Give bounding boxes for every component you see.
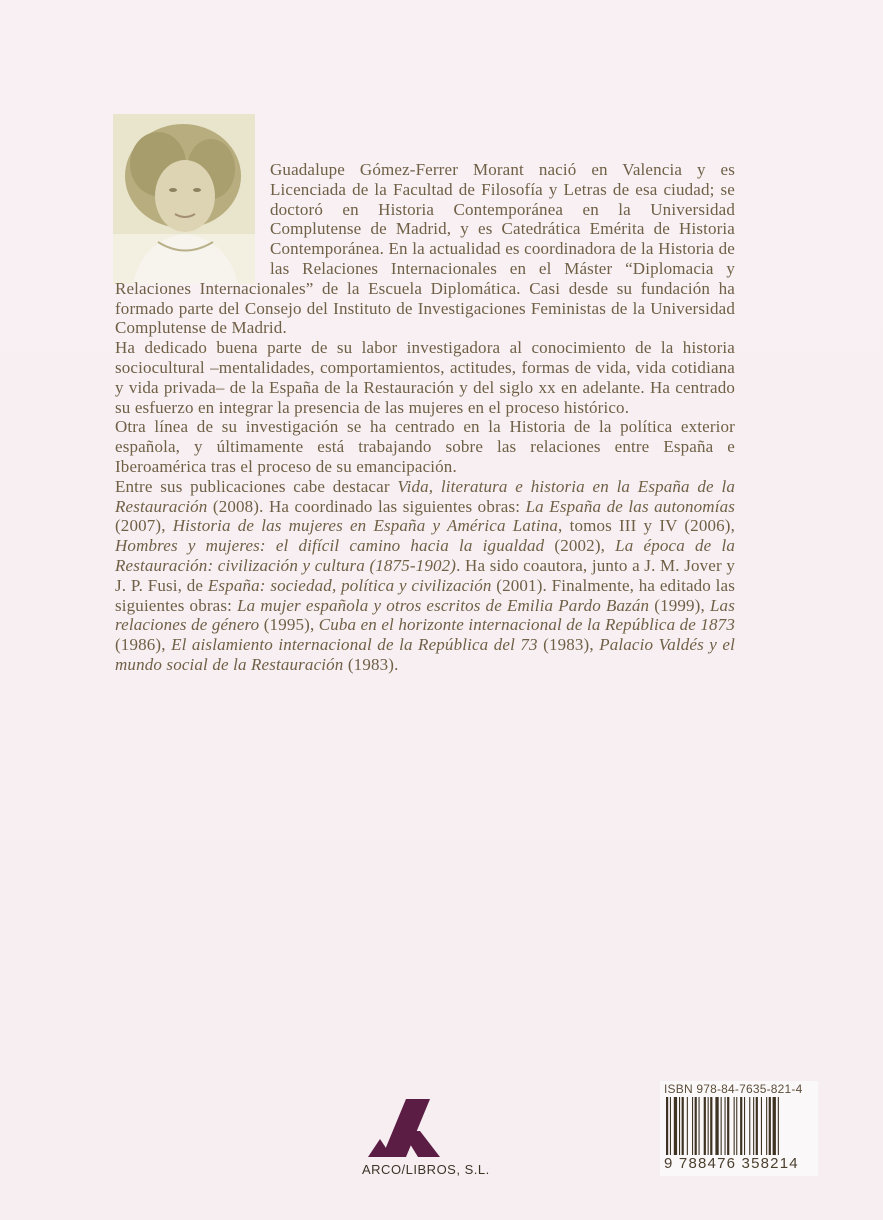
bio-paragraph-3: Otra línea de su investigación se ha centrado en la Historia de la política exterior española, y últimamente está trabajando sobre las relaciones entre España e Iberoamérica tras el proceso de su emancipación. [115, 417, 735, 476]
publication-title: Historia de las mujeres en España y América Latina [172, 516, 559, 536]
publication-text: (2001). Finalmente, ha editado las siguientes obras: [115, 575, 736, 615]
isbn-label: ISBN 978-84-7635-821-4 [664, 1082, 803, 1096]
publication-text: (2007), [115, 516, 173, 536]
publication-title: España: sociedad, política y civilización [207, 575, 492, 595]
publication-text: (2008). Ha coordinado las siguientes obras: [207, 496, 526, 516]
publisher-name: ARCO/LIBROS, S.L. [362, 1162, 490, 1177]
isbn-barcode-block [660, 1081, 818, 1176]
publication-text: (1999), [649, 595, 710, 615]
publication-text: (1983), [537, 635, 600, 655]
publication-text: (1995), [259, 615, 319, 635]
isbn-digits: 9 788476 358214 [664, 1155, 799, 1172]
publication-text: , tomos III y IV (2006), [558, 516, 735, 536]
publication-title: La época de la Restauración: civilización y cultura (1875-1902) [115, 536, 735, 575]
publication-title: Las relaciones de género [115, 595, 735, 635]
publication-text: . Ha sido coautora, junto a J. M. Jover y J. P. Fusi, de [115, 555, 735, 595]
publication-text: (1986), [115, 635, 172, 655]
publisher-logo-icon [368, 1099, 440, 1159]
publication-title: Hombres y mujeres: el difícil camino hacia la igualdad [115, 536, 545, 556]
publication-text: Entre sus publicaciones cabe destacar [115, 476, 398, 496]
publication-text: (2002), [544, 536, 616, 556]
publication-title: Cuba en el horizonte internacional de la República de 1873 [318, 615, 735, 635]
bio-paragraph-1: Guadalupe Gómez-Ferrer Morant nació en Valencia y es Licenciada de la Facultad de Filosofía y Letras de esa ciudad; se doctoró en Historia Contemporánea en la Universidad Complutense de Madrid, y es Catedrática Emérita de Historia Contemporánea. En la actualidad es coordinadora de la Historia de las Relaciones Internacionales en el Máster “Diplomacia y Relaciones Internacionales” de la Escuela Diplomática. Casi desde su fundación ha formado parte del Consejo del Instituto de Investigaciones Feministas de la Universidad Complutense de Madrid. [115, 160, 735, 338]
publication-title: Palacio Valdés y el mundo social de la Restauración [115, 635, 735, 674]
publication-text: (1983). [343, 654, 399, 674]
publication-title: El aislamiento internacional de la República del 73 [171, 635, 538, 655]
publication-title: La mujer española y otros escritos de Emilia Pardo Bazán [237, 595, 650, 615]
publication-title: Vida, literatura e historia en la España de la Restauración [115, 476, 735, 516]
barcode-icon [666, 1097, 814, 1155]
publication-title: La España de las autonomías [525, 496, 735, 516]
bio-paragraph-publications [115, 477, 735, 675]
bio-paragraph-2: Ha dedicado buena parte de su labor investigadora al conocimiento de la historia sociocultural –mentalidades, comportamientos, actitudes, formas de vida, vida cotidiana y vida privada– de la España de la Restauración y del siglo xx en adelante. Ha centrado su esfuerzo en integrar la presencia de las mujeres en el proceso histórico. [115, 338, 735, 417]
author-biography [115, 160, 735, 675]
